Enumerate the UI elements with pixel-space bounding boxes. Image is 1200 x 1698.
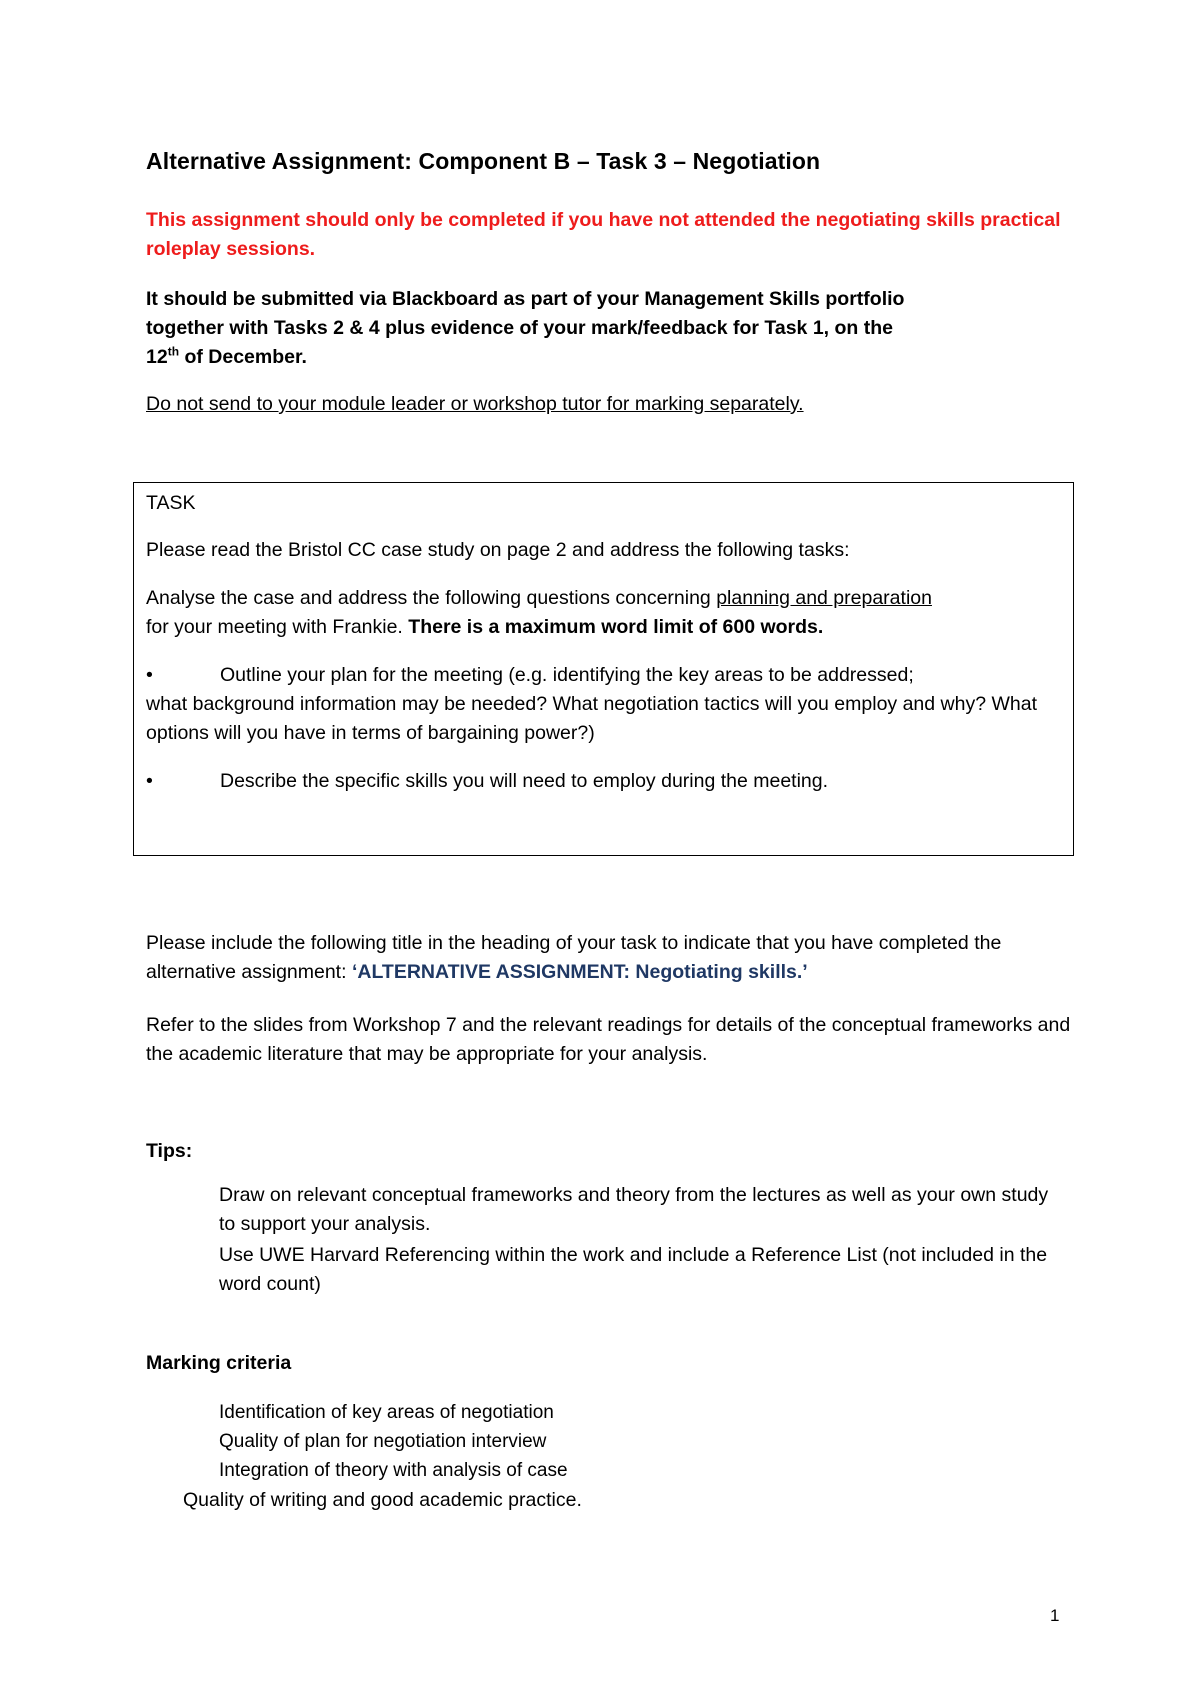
notice-text: Do not send to your module leader or workshop tutor for marking separately. [146,393,804,415]
criteria-item: Integration of theory with analysis of case [219,1460,568,1481]
task-analyse-pre: Analyse the case and address the following questions concerning [146,587,717,609]
submission-month: of December. [179,346,307,368]
submission-paragraph [146,285,1106,372]
task-intro: Please read the Bristol CC case study on page 2 and address the following tasks: [146,539,850,561]
bullet-dot: • [146,664,153,686]
submission-line-1: It should be submitted via Blackboard as part of your Management Skills portfolio [146,288,905,310]
bullet-1-line1: Outline your plan for the meeting (e.g. identifying the key areas to be addressed; [220,664,914,686]
marking-list [219,1398,568,1485]
include-title-paragraph [146,929,1076,987]
criteria-item: Identification of key areas of negotiation [219,1402,554,1423]
bullet-1-rest: what background information may be needed? What negotiation tactics will you employ and why? What options will you have in terms of bargaining power?) [146,693,1037,744]
tip-item: Draw on relevant conceptual frameworks and theory from the lectures as well as your own study to support your analysis. [219,1184,1049,1235]
task-word-limit: There is a maximum word limit of 600 words. [408,616,824,638]
refer-paragraph: Refer to the slides from Workshop 7 and the relevant readings for details of the conceptual frameworks and the academic literature that may be appropriate for your analysis. [146,1014,1071,1065]
submission-line-2: together with Tasks 2 & 4 plus evidence of your mark/feedback for Task 1, on the [146,317,893,339]
criteria-item-last: Quality of writing and good academic practice. [183,1489,582,1511]
criteria-item: Quality of plan for negotiation interview [219,1431,547,1452]
submission-day-suffix: th [167,344,180,359]
document-title: Alternative Assignment: Component B – Task 3 – Negotiation [146,148,821,174]
task-analyse-post: for your meeting with Frankie. [146,616,409,638]
task-box [133,482,1074,856]
task-analyse-underlined: planning and preparation [716,587,932,609]
tip-item: Use UWE Harvard Referencing within the work and include a Reference List (not included in the word count) [219,1244,1048,1295]
task-bullet-2 [146,767,1061,796]
marking-heading: Marking criteria [146,1352,292,1374]
submission-day: 12 [146,346,168,368]
tips-list [219,1181,1049,1299]
task-heading: TASK [146,492,196,514]
tips-heading: Tips: [146,1140,193,1162]
page-number: 1 [1050,1606,1060,1625]
include-title-quoted: ‘ALTERNATIVE ASSIGNMENT: Negotiating skills.’ [351,961,808,983]
include-title-text: Please include the following title in the heading of your task to indicate that you have completed the alternative assignment: [146,932,1002,983]
task-bullet-1 [146,661,1061,748]
bullet-dot: • [146,770,153,792]
task-analyse [146,584,1061,642]
submission-line-3 [146,343,1106,372]
warning-text: This assignment should only be completed if you have not attended the negotiating skills practical roleplay sessions. [146,209,1061,260]
bullet-2-line1: Describe the specific skills you will need to employ during the meeting. [220,770,829,792]
